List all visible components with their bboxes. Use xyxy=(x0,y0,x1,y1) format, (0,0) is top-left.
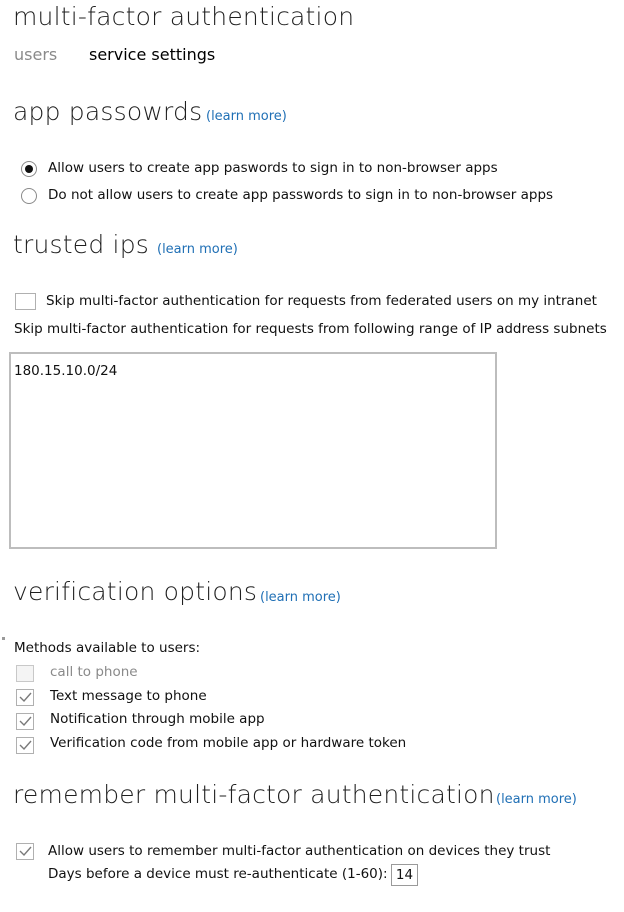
page-title: multi-factor authentication xyxy=(13,2,355,31)
remember-mfa-checkbox[interactable] xyxy=(16,843,34,860)
remember-mfa-heading: remember multi-factor authentication xyxy=(13,780,495,809)
verification-options-learn-more-link[interactable]: (learn more) xyxy=(260,590,341,605)
ip-subnets-textarea[interactable] xyxy=(9,352,497,549)
reauth-days-input[interactable] xyxy=(391,864,418,886)
text-message-label: Text message to phone xyxy=(50,688,207,704)
trusted-ips-heading: trusted ips xyxy=(13,230,149,259)
checkmark-icon xyxy=(19,716,32,728)
remember-mfa-learn-more-link[interactable]: (learn more) xyxy=(496,792,577,807)
app-passwords-heading: app passowrds xyxy=(13,97,203,126)
tab-users[interactable]: users xyxy=(14,45,58,64)
call-to-phone-label: call to phone xyxy=(50,664,138,680)
ip-subnets-label: Skip multi-factor authentication for requests from following range of IP address subnets xyxy=(14,321,607,337)
call-to-phone-checkbox[interactable] xyxy=(16,665,34,682)
tab-service-settings[interactable]: service settings xyxy=(89,45,216,64)
disallow-app-passwords-label: Do not allow users to create app passwords to sign in to non-browser apps xyxy=(48,187,554,203)
allow-app-passwords-label: Allow users to create app paswords to sign in to non-browser apps xyxy=(48,160,498,176)
remember-mfa-label: Allow users to remember multi-factor authentication on devices they trust xyxy=(48,843,551,859)
trusted-ips-learn-more-link[interactable]: (learn more) xyxy=(157,242,238,257)
skip-federated-label: Skip multi-factor authentication for requests from federated users on my intranet xyxy=(46,293,597,309)
skip-federated-checkbox[interactable] xyxy=(15,293,36,310)
reauth-days-label: Days before a device must re-authenticate (1-60): xyxy=(48,866,388,882)
checkmark-icon xyxy=(19,740,32,752)
app-passwords-learn-more-link[interactable]: (learn more) xyxy=(206,109,287,124)
disallow-app-passwords-radio[interactable] xyxy=(21,188,37,204)
verification-code-checkbox[interactable] xyxy=(16,737,34,754)
checkmark-icon xyxy=(19,846,32,858)
verification-code-label: Verification code from mobile app or hardware token xyxy=(50,735,407,751)
methods-available-label: Methods available to users: xyxy=(14,640,201,656)
allow-app-passwords-radio[interactable] xyxy=(21,161,37,177)
mobile-app-notification-label: Notification through mobile app xyxy=(50,711,265,727)
mobile-app-notification-checkbox[interactable] xyxy=(16,713,34,730)
text-message-checkbox[interactable] xyxy=(16,689,34,706)
checkmark-icon xyxy=(19,692,32,704)
verification-options-heading: verification options xyxy=(13,577,258,606)
edge-artifact xyxy=(2,637,5,640)
